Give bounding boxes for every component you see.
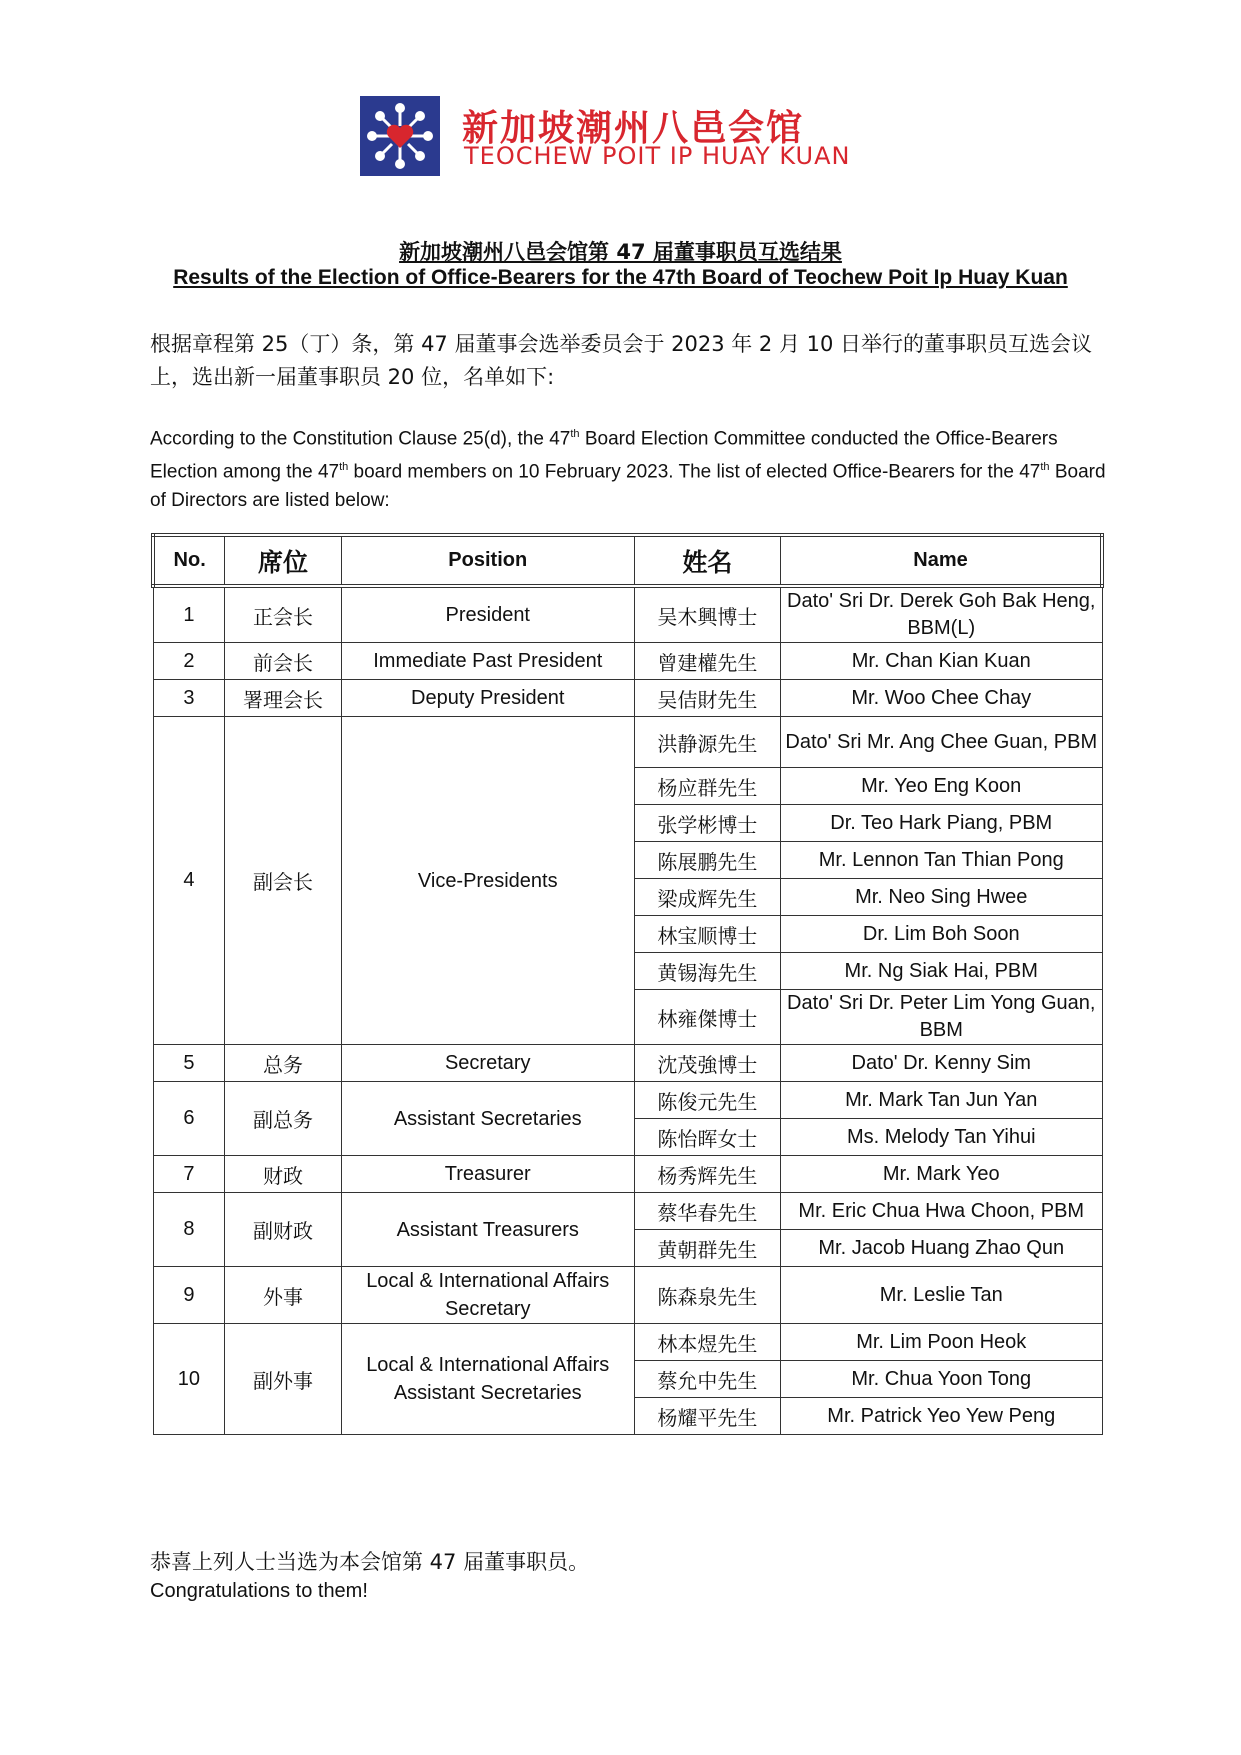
table-body <box>153 586 1102 1435</box>
member-name-cn: 吴木興博士 <box>634 586 780 643</box>
row-number: 7 <box>153 1156 225 1193</box>
position-en: Immediate Past President <box>341 643 634 680</box>
member-name-en: Dato' Sri Dr. Peter Lim Yong Guan, BBM <box>781 990 1103 1045</box>
table-row <box>153 1324 1102 1361</box>
position-cn: 副外事 <box>225 1324 341 1435</box>
member-name-en: Mr. Ng Siak Hai, PBM <box>781 953 1103 990</box>
position-cn: 总务 <box>225 1045 341 1082</box>
member-name-cn: 林宝顺博士 <box>634 916 780 953</box>
position-en: Treasurer <box>341 1156 634 1193</box>
table-header-row <box>153 535 1102 586</box>
member-name-cn: 陈森泉先生 <box>634 1267 780 1324</box>
member-name-en: Mr. Chua Yoon Tong <box>781 1361 1103 1398</box>
org-name-en: TEOCHEW POIT IP HUAY KUAN <box>464 142 851 170</box>
document-title-en: Results of the Election of Office-Bearers for the 47th Board of Teochew Poit Ip Huay Kuan <box>173 266 1068 289</box>
header-position-en: Position <box>341 535 634 586</box>
member-name-en: Mr. Mark Tan Jun Yan <box>781 1082 1103 1119</box>
member-name-cn: 杨耀平先生 <box>634 1398 780 1435</box>
table-row <box>153 643 1102 680</box>
member-name-en: Mr. Chan Kian Kuan <box>781 643 1103 680</box>
member-name-cn: 蔡允中先生 <box>634 1361 780 1398</box>
member-name-cn: 陈怡晖女士 <box>634 1119 780 1156</box>
closing-text-en: Congratulations to them! <box>150 1580 368 1602</box>
member-name-en: Ms. Melody Tan Yihui <box>781 1119 1103 1156</box>
position-cn: 正会长 <box>225 586 341 643</box>
position-cn: 外事 <box>225 1267 341 1324</box>
member-name-cn: 黄朝群先生 <box>634 1230 780 1267</box>
table-row <box>153 717 1102 768</box>
position-en: Vice-Presidents <box>341 717 634 1045</box>
row-number: 5 <box>153 1045 225 1082</box>
position-en: Local & International Affairs Assistant Secretaries <box>341 1324 634 1435</box>
member-name-en: Mr. Eric Chua Hwa Choon, PBM <box>781 1193 1103 1230</box>
member-name-cn: 沈茂強博士 <box>634 1045 780 1082</box>
member-name-en: Mr. Leslie Tan <box>781 1267 1103 1324</box>
member-name-en: Dr. Teo Hark Piang, PBM <box>781 805 1103 842</box>
row-number: 3 <box>153 680 225 717</box>
member-name-en: Mr. Lennon Tan Thian Pong <box>781 842 1103 879</box>
position-en: Secretary <box>341 1045 634 1082</box>
member-name-en: Mr. Woo Chee Chay <box>781 680 1103 717</box>
position-en: Assistant Secretaries <box>341 1082 634 1156</box>
position-en: Deputy President <box>341 680 634 717</box>
table-row <box>153 680 1102 717</box>
member-name-cn: 蔡华春先生 <box>634 1193 780 1230</box>
member-name-cn: 杨应群先生 <box>634 768 780 805</box>
member-name-en: Mr. Neo Sing Hwee <box>781 879 1103 916</box>
row-number: 8 <box>153 1193 225 1267</box>
position-cn: 财政 <box>225 1156 341 1193</box>
header-name-cn: 姓名 <box>634 535 780 586</box>
header-position-cn: 席位 <box>225 535 341 586</box>
table-row <box>153 1156 1102 1193</box>
member-name-en: Dato' Sri Dr. Derek Goh Bak Heng, BBM(L) <box>781 586 1103 643</box>
row-number: 9 <box>153 1267 225 1324</box>
org-logo <box>360 96 880 178</box>
row-number: 1 <box>153 586 225 643</box>
member-name-en: Mr. Jacob Huang Zhao Qun <box>781 1230 1103 1267</box>
member-name-cn: 洪静源先生 <box>634 717 780 768</box>
position-cn: 副会长 <box>225 717 341 1045</box>
member-name-en: Dr. Lim Boh Soon <box>781 916 1103 953</box>
row-number: 6 <box>153 1082 225 1156</box>
office-bearers-table <box>151 533 1104 1435</box>
position-cn: 副财政 <box>225 1193 341 1267</box>
member-name-en: Mr. Mark Yeo <box>781 1156 1103 1193</box>
position-en: Local & International Affairs Secretary <box>341 1267 634 1324</box>
org-emblem-icon <box>360 96 440 176</box>
row-number: 10 <box>153 1324 225 1435</box>
member-name-en: Mr. Lim Poon Heok <box>781 1324 1103 1361</box>
document-title-cn: 新加坡潮州八邑会馆第 47 届董事职员互选结果 <box>399 240 842 264</box>
intro-paragraph-en: According to the Constitution Clause 25(d), the 47th Board Election Committee conducted the Office-Bearers Election among the 47th board members on 10 February 2023. The list of elected Office-Bearers for the 47th Board of Directors are listed below: <box>150 428 1106 511</box>
member-name-cn: 曾建權先生 <box>634 643 780 680</box>
member-name-en: Mr. Patrick Yeo Yew Peng <box>781 1398 1103 1435</box>
position-en: President <box>341 586 634 643</box>
member-name-cn: 张学彬博士 <box>634 805 780 842</box>
org-name-cn: 新加坡潮州八邑会馆 <box>462 108 805 149</box>
member-name-en: Dato' Dr. Kenny Sim <box>781 1045 1103 1082</box>
member-name-cn: 杨秀辉先生 <box>634 1156 780 1193</box>
member-name-en: Mr. Yeo Eng Koon <box>781 768 1103 805</box>
closing-text-cn: 恭喜上列人士当选为本会馆第 47 届董事职员。 <box>150 1550 590 1574</box>
header-no: No. <box>153 535 225 586</box>
table-row <box>153 1082 1102 1119</box>
row-number: 4 <box>153 717 225 1045</box>
intro-paragraph-cn: 根据章程第 25（丁）条，第 47 届董事会选举委员会于 2023 年 2 月 10 日举行的董事职员互选会议上，选出新一届董事职员 20 位，名单如下: <box>150 332 1093 389</box>
table-row <box>153 586 1102 643</box>
member-name-cn: 吴佶財先生 <box>634 680 780 717</box>
table-row <box>153 1267 1102 1324</box>
header-name-en: Name <box>781 535 1103 586</box>
row-number: 2 <box>153 643 225 680</box>
member-name-cn: 陈展鹏先生 <box>634 842 780 879</box>
position-cn: 署理会长 <box>225 680 341 717</box>
position-cn: 副总务 <box>225 1082 341 1156</box>
position-en: Assistant Treasurers <box>341 1193 634 1267</box>
member-name-cn: 黄锡海先生 <box>634 953 780 990</box>
member-name-cn: 林雍傑博士 <box>634 990 780 1045</box>
member-name-en: Dato' Sri Mr. Ang Chee Guan, PBM <box>781 717 1103 768</box>
table-row <box>153 1045 1102 1082</box>
table-row <box>153 1193 1102 1230</box>
member-name-cn: 梁成辉先生 <box>634 879 780 916</box>
member-name-cn: 陈俊元先生 <box>634 1082 780 1119</box>
member-name-cn: 林本煜先生 <box>634 1324 780 1361</box>
position-cn: 前会长 <box>225 643 341 680</box>
